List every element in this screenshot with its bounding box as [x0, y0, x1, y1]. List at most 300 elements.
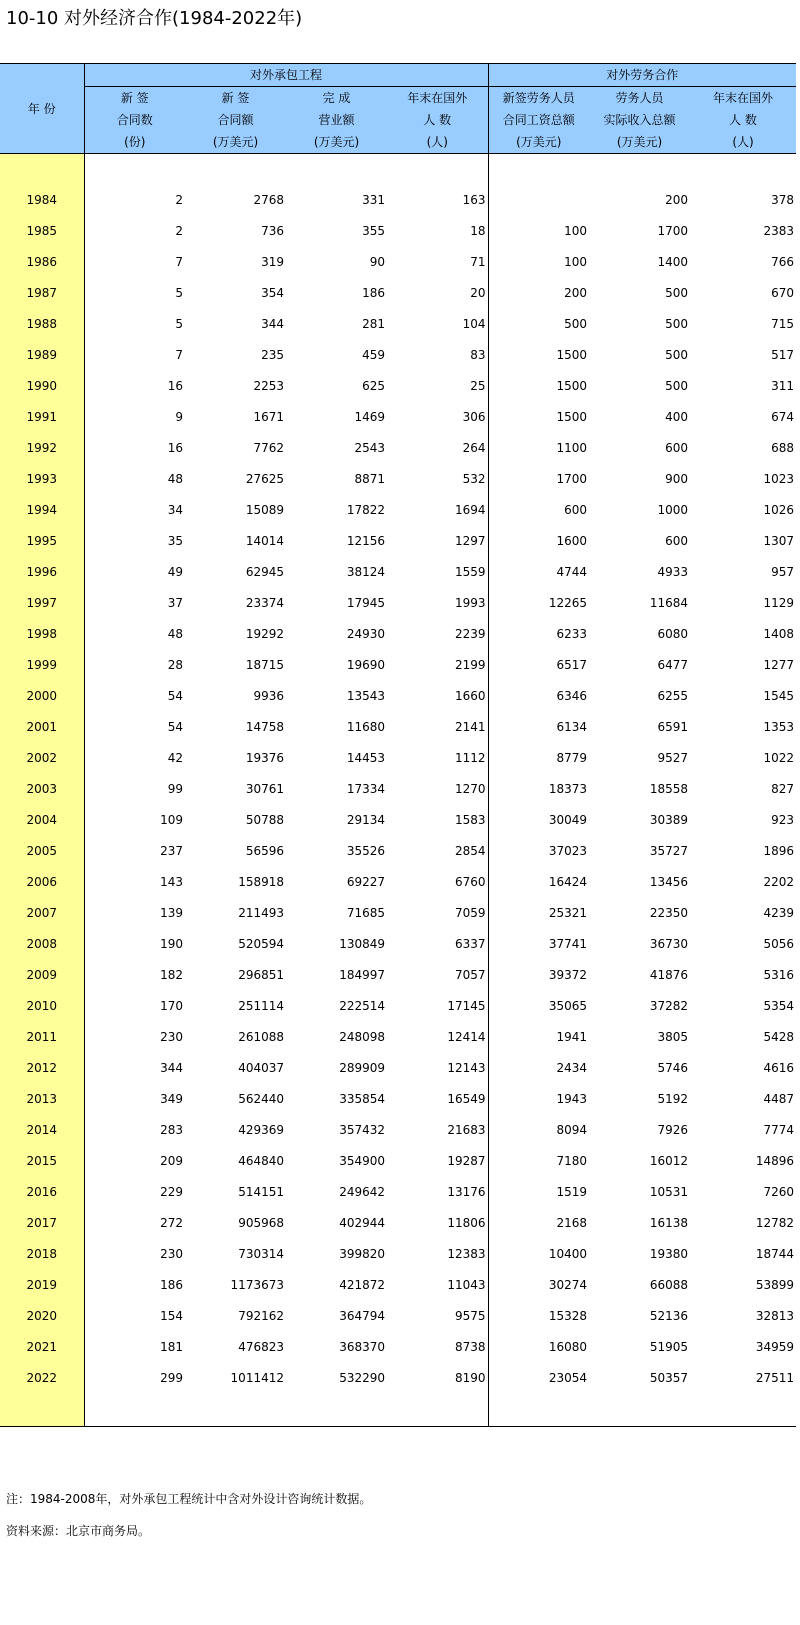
- table-cell: 34: [167, 502, 183, 517]
- table-cell: 230: [160, 1029, 183, 1044]
- table-cell: 19380: [649, 1246, 689, 1261]
- table-cell: 9527: [657, 750, 689, 765]
- table-cell: 500: [665, 285, 689, 300]
- table-row: [0, 990, 796, 1021]
- year-cell: 2002: [0, 742, 84, 773]
- table-cell: 211493: [238, 905, 284, 920]
- year-cell: 1995: [0, 525, 84, 556]
- table-cell: 2202: [763, 874, 795, 889]
- table-cell-empty: [286, 1393, 387, 1427]
- table-cell: 42: [167, 750, 183, 765]
- table-cell: 6134: [556, 719, 588, 734]
- year-cell-empty: [0, 1393, 84, 1427]
- table-row: [0, 432, 796, 463]
- table-cell: 2854: [387, 835, 488, 866]
- year-cell: 1989: [0, 339, 84, 370]
- table-cell: 16424: [548, 874, 588, 889]
- table-cell: 2141: [387, 711, 488, 742]
- table-cell: 12143: [387, 1052, 488, 1083]
- table-cell: 625: [362, 378, 385, 393]
- table-cell-empty: [185, 1393, 286, 1427]
- table-cell: 18: [387, 215, 488, 246]
- table-cell: 368370: [339, 1339, 385, 1354]
- table-cell: 109: [160, 812, 183, 827]
- table-cell: 48: [167, 471, 183, 486]
- table-cell: 1943: [556, 1091, 588, 1106]
- table-cell-empty: [488, 1393, 589, 1427]
- table-cell: 25: [387, 370, 488, 401]
- table-cell: 21683: [387, 1114, 488, 1145]
- year-cell: 1996: [0, 556, 84, 587]
- table-row: [0, 1145, 796, 1176]
- table-cell: 1307: [763, 533, 795, 548]
- table-cell: 30049: [548, 812, 588, 827]
- table-cell: 600: [665, 440, 689, 455]
- table-row: [0, 1238, 796, 1269]
- table-row: [0, 463, 796, 494]
- table-cell: 230: [160, 1246, 183, 1261]
- table-cell: 1500: [556, 347, 588, 362]
- table-row: [0, 587, 796, 618]
- table-cell: 2543: [354, 440, 385, 455]
- table-cell: 23374: [245, 595, 284, 610]
- group-header-contract-projects: 对外承包工程: [84, 64, 488, 87]
- table-cell: 1129: [763, 595, 795, 610]
- table-cell: 16549: [387, 1083, 488, 1114]
- year-cell: 1986: [0, 246, 84, 277]
- column-header-new-contracts-count: 新 签 合同数 (份): [84, 87, 185, 154]
- table-cell: 299: [160, 1370, 183, 1385]
- table-cell: 7260: [763, 1184, 795, 1199]
- table-row: [0, 835, 796, 866]
- table-cell: 13176: [387, 1176, 488, 1207]
- table-cell: 184997: [339, 967, 385, 982]
- table-cell: 19292: [245, 626, 284, 641]
- table-row: [0, 339, 796, 370]
- table-cell: 1270: [387, 773, 488, 804]
- table-cell: 14758: [245, 719, 284, 734]
- table-cell: 1694: [387, 494, 488, 525]
- table-cell: 222514: [339, 998, 385, 1013]
- table-row: [0, 494, 796, 525]
- table-row: [0, 401, 796, 432]
- table-cell: 2: [175, 223, 183, 238]
- table-cell: 56596: [245, 843, 284, 858]
- table-cell: 19376: [245, 750, 284, 765]
- table-cell: 514151: [238, 1184, 284, 1199]
- table-cell: 905968: [238, 1215, 284, 1230]
- table-cell: 8738: [387, 1331, 488, 1362]
- table-row: [0, 804, 796, 835]
- table-cell: 1600: [556, 533, 588, 548]
- year-cell: 2022: [0, 1362, 84, 1393]
- table-cell: 13543: [346, 688, 385, 703]
- table-cell: 200: [665, 192, 689, 207]
- year-cell: 1999: [0, 649, 84, 680]
- table-cell: 18373: [548, 781, 588, 796]
- table-cell: 459: [362, 347, 385, 362]
- table-cell: 4487: [763, 1091, 795, 1106]
- table-cell: 2434: [556, 1060, 588, 1075]
- table-cell: 1408: [763, 626, 795, 641]
- table-cell: 736: [261, 223, 284, 238]
- table-cell: 8871: [354, 471, 385, 486]
- table-cell: 8779: [556, 750, 588, 765]
- table-cell: 335854: [339, 1091, 385, 1106]
- table-cell: 378: [771, 192, 795, 207]
- table-cell: 14453: [346, 750, 385, 765]
- table-cell-empty: [690, 154, 796, 185]
- table-cell: 5316: [763, 967, 795, 982]
- table-cell: 16080: [548, 1339, 588, 1354]
- table-cell: 1671: [253, 409, 284, 424]
- table-cell-empty: [84, 1393, 185, 1427]
- table-cell: 11043: [387, 1269, 488, 1300]
- table-cell: 354900: [339, 1153, 385, 1168]
- table-cell: 1500: [556, 378, 588, 393]
- table-cell: 349: [160, 1091, 183, 1106]
- table-cell: 2168: [556, 1215, 588, 1230]
- year-cell: 2014: [0, 1114, 84, 1145]
- year-header: 年 份: [0, 64, 84, 154]
- table-cell: 5: [175, 285, 183, 300]
- table-cell: 248098: [339, 1029, 385, 1044]
- table-cell: 35: [167, 533, 183, 548]
- group-header-labor-cooperation: 对外劳务合作: [488, 64, 796, 87]
- year-cell: 2005: [0, 835, 84, 866]
- table-cell: 25321: [548, 905, 588, 920]
- table-cell: 5056: [763, 936, 795, 951]
- table-cell: 283: [160, 1122, 183, 1137]
- table-cell: 23054: [548, 1370, 588, 1385]
- table-cell: 354: [261, 285, 284, 300]
- table-cell: 1500: [556, 409, 588, 424]
- statistics-table: [0, 63, 796, 1427]
- table-cell: 1400: [657, 254, 689, 269]
- table-cell: 400: [665, 409, 689, 424]
- table-cell: 7926: [657, 1122, 689, 1137]
- table-row: [0, 1021, 796, 1052]
- table-cell: 37741: [548, 936, 588, 951]
- table-cell: 35065: [548, 998, 588, 1013]
- table-cell: 500: [665, 347, 689, 362]
- table-cell: 12414: [387, 1021, 488, 1052]
- table-cell: 1173673: [230, 1277, 284, 1292]
- table-cell: 6255: [657, 688, 689, 703]
- table-cell: 54: [167, 688, 183, 703]
- table-cell: 19287: [387, 1145, 488, 1176]
- table-cell-empty: [589, 154, 690, 185]
- table-row: [0, 1362, 796, 1393]
- table-cell: 15328: [548, 1308, 588, 1323]
- table-cell: 6346: [556, 688, 588, 703]
- table-cell: 688: [771, 440, 795, 455]
- table-cell: 6337: [387, 928, 488, 959]
- table-cell: 53899: [755, 1277, 795, 1292]
- table-cell: 12156: [346, 533, 385, 548]
- table-cell: 344: [261, 316, 284, 331]
- table-cell: 186: [362, 285, 385, 300]
- table-row: [0, 742, 796, 773]
- table-cell: 251114: [238, 998, 284, 1013]
- table-cell: 766: [771, 254, 795, 269]
- table-cell: 476823: [238, 1339, 284, 1354]
- table-cell: 186: [160, 1277, 183, 1292]
- column-header-labor-actual-income: 劳务人员 实际收入总额 (万美元): [589, 87, 690, 154]
- table-cell: 18715: [245, 657, 284, 672]
- table-cell: 16: [167, 440, 183, 455]
- table-row: [0, 1114, 796, 1145]
- table-row: [0, 649, 796, 680]
- table-cell: 237: [160, 843, 183, 858]
- year-cell: 2009: [0, 959, 84, 990]
- year-cell: 2013: [0, 1083, 84, 1114]
- table-cell: 1583: [387, 804, 488, 835]
- column-header-new-contract-amount: 新 签 合同额 (万美元): [185, 87, 286, 154]
- table-cell: 399820: [339, 1246, 385, 1261]
- table-cell: 100: [564, 254, 588, 269]
- table-cell: 27625: [245, 471, 284, 486]
- table-cell: 139: [160, 905, 183, 920]
- table-cell: 17145: [387, 990, 488, 1021]
- year-cell: 2016: [0, 1176, 84, 1207]
- table-cell: 10400: [548, 1246, 588, 1261]
- table-cell: 4744: [556, 564, 588, 579]
- table-cell: 1993: [387, 587, 488, 618]
- table-cell: 35727: [649, 843, 689, 858]
- table-cell: 22350: [649, 905, 689, 920]
- table-cell: 17822: [346, 502, 385, 517]
- table-row: [0, 308, 796, 339]
- table-row: [0, 680, 796, 711]
- table-cell: 355: [362, 223, 385, 238]
- table-cell: 71685: [346, 905, 385, 920]
- table-cell: 792162: [238, 1308, 284, 1323]
- column-header-completed-turnover: 完 成 营业额 (万美元): [286, 87, 387, 154]
- table-cell: 1026: [763, 502, 795, 517]
- table-row: [0, 1176, 796, 1207]
- table-cell: 48: [167, 626, 183, 641]
- table-cell: 36730: [649, 936, 689, 951]
- table-cell: 163: [387, 184, 488, 215]
- table-cell: 14896: [755, 1153, 795, 1168]
- table-cell: 154: [160, 1308, 183, 1323]
- table-cell-empty: [387, 1393, 488, 1427]
- table-row: [0, 959, 796, 990]
- year-cell: 1988: [0, 308, 84, 339]
- column-header-contract-workers-abroad: 年末在国外 人 数 (人): [387, 87, 488, 154]
- table-cell: 5: [175, 316, 183, 331]
- table-row: [0, 1052, 796, 1083]
- table-cell-empty: [690, 1393, 796, 1427]
- year-cell: 2018: [0, 1238, 84, 1269]
- table-cell: 1545: [763, 688, 795, 703]
- table-cell: 520594: [238, 936, 284, 951]
- table-cell: 1353: [763, 719, 795, 734]
- table-cell: 200: [564, 285, 588, 300]
- table-cell: 532: [387, 463, 488, 494]
- table-cell: 16012: [649, 1153, 689, 1168]
- table-row: [0, 246, 796, 277]
- table-cell: 1660: [387, 680, 488, 711]
- year-cell: 1987: [0, 277, 84, 308]
- year-cell: 2020: [0, 1300, 84, 1331]
- table-cell: 130849: [339, 936, 385, 951]
- table-cell: 2768: [253, 192, 284, 207]
- table-cell: 404037: [238, 1060, 284, 1075]
- table-row: [0, 711, 796, 742]
- table-cell: 28: [167, 657, 183, 672]
- table-cell: 5428: [763, 1029, 795, 1044]
- table-cell: 181: [160, 1339, 183, 1354]
- table-row: [0, 184, 796, 215]
- table-cell: [488, 184, 589, 215]
- table-cell: 272: [160, 1215, 183, 1230]
- table-cell: 24930: [346, 626, 385, 641]
- table-cell: 281: [362, 316, 385, 331]
- table-cell: 600: [564, 502, 588, 517]
- table-row: [0, 897, 796, 928]
- table-cell: 2383: [763, 223, 795, 238]
- table-cell: 90: [369, 254, 385, 269]
- table-cell: 2239: [387, 618, 488, 649]
- table-row: [0, 370, 796, 401]
- table-cell: 37: [167, 595, 183, 610]
- table-cell: 32813: [755, 1308, 795, 1323]
- table-cell: 62945: [245, 564, 284, 579]
- table-row: [0, 866, 796, 897]
- table-cell: 1700: [556, 471, 588, 486]
- table-cell: 17945: [346, 595, 385, 610]
- table-cell: 18744: [755, 1246, 795, 1261]
- table-cell: 261088: [238, 1029, 284, 1044]
- table-cell: 66088: [649, 1277, 689, 1292]
- table-cell: 9575: [387, 1300, 488, 1331]
- table-cell: 69227: [346, 874, 385, 889]
- table-cell: 311: [771, 378, 795, 393]
- table-cell: 6233: [556, 626, 588, 641]
- table-cell: 7057: [387, 959, 488, 990]
- year-cell: 1997: [0, 587, 84, 618]
- table-cell: 158918: [238, 874, 284, 889]
- year-cell: 1994: [0, 494, 84, 525]
- table-cell: 7774: [763, 1122, 795, 1137]
- table-cell: 12265: [548, 595, 588, 610]
- table-cell: 54: [167, 719, 183, 734]
- table-cell: 41876: [649, 967, 689, 982]
- table-cell: 357432: [339, 1122, 385, 1137]
- year-cell: 2004: [0, 804, 84, 835]
- table-cell: 35526: [346, 843, 385, 858]
- table-cell: 12782: [755, 1215, 795, 1230]
- table-row: [0, 1331, 796, 1362]
- table-cell: 331: [362, 192, 385, 207]
- table-cell: 30389: [649, 812, 689, 827]
- table-cell: 1469: [354, 409, 385, 424]
- table-row: [0, 1269, 796, 1300]
- year-cell: 2000: [0, 680, 84, 711]
- table-cell: 2: [175, 192, 183, 207]
- table-cell: 249642: [339, 1184, 385, 1199]
- table-row: [0, 556, 796, 587]
- table-cell-empty: [84, 154, 185, 185]
- table-cell: 1896: [763, 843, 795, 858]
- table-cell: 209: [160, 1153, 183, 1168]
- table-cell: 562440: [238, 1091, 284, 1106]
- table-cell: 13456: [649, 874, 689, 889]
- table-cell: 7: [175, 347, 183, 362]
- table-cell: 500: [665, 316, 689, 331]
- year-cell: 1993: [0, 463, 84, 494]
- table-cell: 2253: [253, 378, 284, 393]
- table-cell: 10531: [649, 1184, 689, 1199]
- table-cell: 34959: [755, 1339, 795, 1354]
- page-title: 10-10 对外经济合作(1984-2022年): [6, 8, 303, 29]
- table-cell: 1297: [387, 525, 488, 556]
- table-cell: 1011412: [230, 1370, 284, 1385]
- table-cell: 9936: [253, 688, 284, 703]
- table-cell: 11680: [346, 719, 385, 734]
- year-cell-empty: [0, 154, 84, 185]
- table-cell: 235: [261, 347, 284, 362]
- table-cell: 17334: [346, 781, 385, 796]
- table-cell: 6517: [556, 657, 588, 672]
- table-cell: 464840: [238, 1153, 284, 1168]
- column-header-labor-wage-total: 新签劳务人员 合同工资总额 (万美元): [488, 87, 589, 154]
- table-cell: 6477: [657, 657, 689, 672]
- table-cell: 730314: [238, 1246, 284, 1261]
- table-cell-empty: [185, 154, 286, 185]
- table-cell-empty: [488, 154, 589, 185]
- table-cell: 51905: [649, 1339, 689, 1354]
- table-cell: 1519: [556, 1184, 588, 1199]
- table-cell: 39372: [548, 967, 588, 982]
- table-cell: 100: [564, 223, 588, 238]
- table-cell-empty: [286, 154, 387, 185]
- table-cell: 421872: [339, 1277, 385, 1292]
- table-cell-empty: [387, 154, 488, 185]
- table-cell: 1700: [657, 223, 689, 238]
- table-cell: 670: [771, 285, 795, 300]
- year-cell: 2019: [0, 1269, 84, 1300]
- table-cell: 71: [387, 246, 488, 277]
- table-cell: 8094: [556, 1122, 588, 1137]
- table-cell: 11806: [387, 1207, 488, 1238]
- table-cell: 1022: [763, 750, 795, 765]
- table-cell: 402944: [339, 1215, 385, 1230]
- table-cell: 30274: [548, 1277, 588, 1292]
- table-cell: 104: [387, 308, 488, 339]
- table-cell: 289909: [339, 1060, 385, 1075]
- data-source: 资料来源：北京市商务局。: [6, 1524, 151, 1538]
- table-cell: 83: [387, 339, 488, 370]
- table-row: [0, 525, 796, 556]
- table-cell: 5192: [657, 1091, 689, 1106]
- table-cell: 344: [160, 1060, 183, 1075]
- table-cell: 264: [387, 432, 488, 463]
- table-cell: 6080: [657, 626, 689, 641]
- year-cell: 1991: [0, 401, 84, 432]
- table-cell: 4933: [657, 564, 689, 579]
- table-cell: 2199: [387, 649, 488, 680]
- table-cell: 5354: [763, 998, 795, 1013]
- table-cell: 29134: [346, 812, 385, 827]
- table-note: 注：1984-2008年，对外承包工程统计中含对外设计咨询统计数据。: [6, 1492, 372, 1506]
- table-cell: 1277: [763, 657, 795, 672]
- table-row: [0, 1300, 796, 1331]
- year-cell: 2015: [0, 1145, 84, 1176]
- table-cell: 4239: [763, 905, 795, 920]
